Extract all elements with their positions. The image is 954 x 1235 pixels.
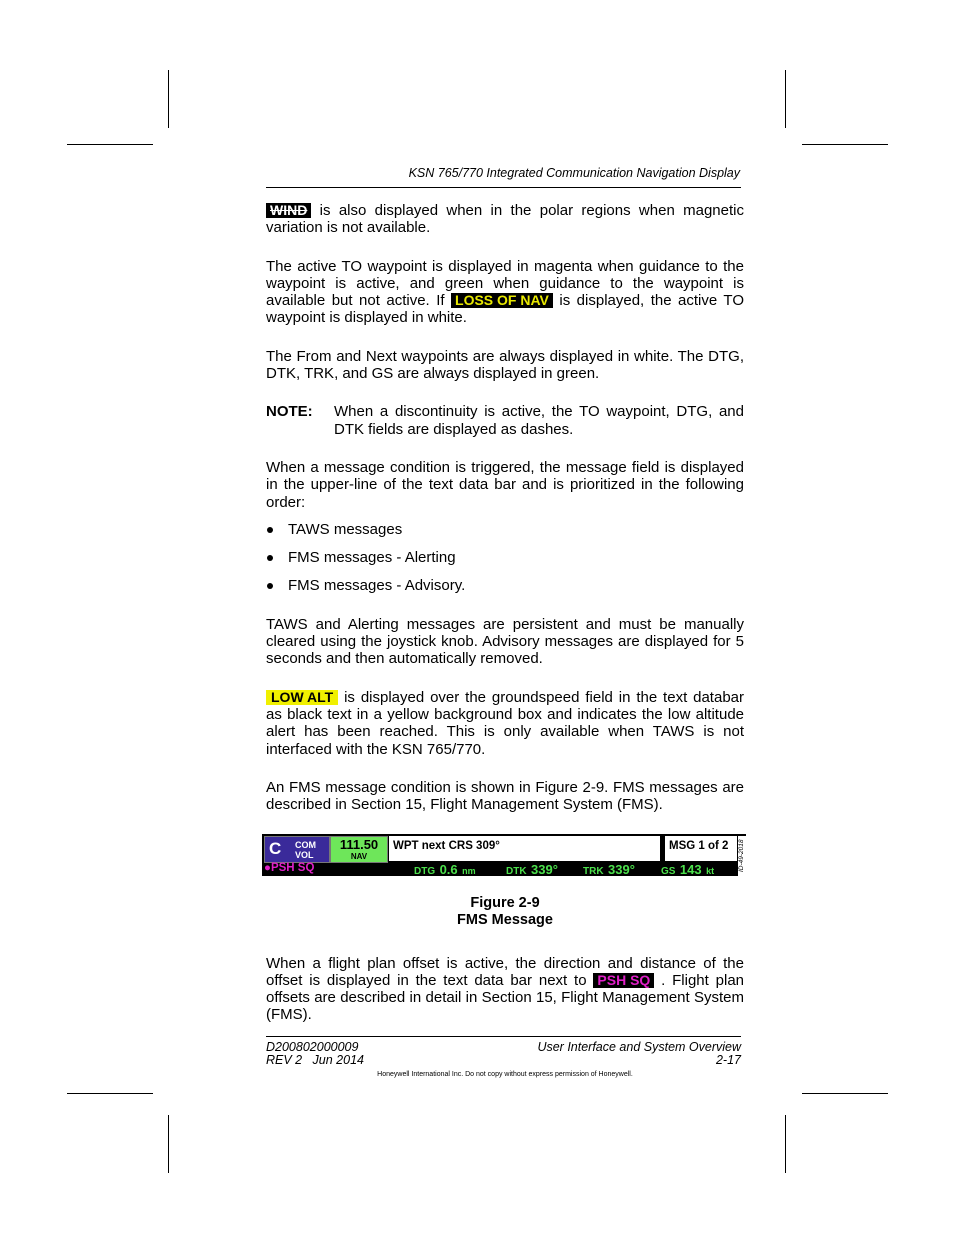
paragraph-offset [266, 955, 744, 1023]
paragraph-from-next: The From and Next waypoints are always displayed in white. The DTG, DTK, TRK, and GS are always displayed in green. [266, 347, 744, 383]
trk-field [583, 861, 635, 879]
note [266, 403, 744, 438]
dtk-field [506, 861, 558, 879]
nav-frequency [330, 836, 388, 863]
header-title: KSN 765/770 Integrated Communication Navigation Display [408, 166, 740, 180]
dtk-value: 339° [531, 862, 558, 877]
gs-field [661, 861, 714, 879]
dtk-label: DTK [506, 866, 527, 877]
frequency-label: NAV [350, 852, 368, 861]
message-field [663, 836, 737, 861]
frequency-value: 111.50 [339, 837, 379, 852]
trk-label: TRK [583, 866, 604, 877]
paragraph-to-waypoint [266, 258, 744, 327]
crop-mark [168, 1115, 169, 1173]
paragraph-wind [266, 202, 744, 237]
crop-mark [168, 70, 169, 128]
loss-of-nav-tag: LOSS OF NAV [451, 293, 553, 308]
paragraph-text: is displayed, the active TO waypoint is displayed in white. [266, 292, 744, 327]
gs-value: 143 [679, 862, 702, 877]
wind-tag: WIND [266, 203, 311, 218]
paragraph-text: is displayed over the groundspeed field in the text databar as black text in a yellow background box and indicates the low altitude alert has been reached. This is only available when TAWS is not interfaced with the KSN 765/770. [266, 688, 744, 758]
crop-mark [67, 144, 153, 145]
crop-mark [802, 144, 888, 145]
message-priority-list [266, 521, 744, 605]
footer-right [440, 1041, 741, 1067]
vol-label: VOL [295, 850, 314, 860]
rotate-arrow-icon: C [269, 839, 282, 858]
main-content [266, 202, 744, 814]
paragraph-text: is also displayed when in the polar regions when magnetic variation is not available. [266, 202, 744, 237]
copyright: Honeywell International Inc. Do not copy without express permission of Honeywell. [377, 1071, 633, 1078]
com-vol-label [295, 840, 316, 860]
revision: REV 2 Jun 2014 [266, 1053, 364, 1067]
footer-rule [266, 1036, 741, 1037]
page-number: 2-17 [715, 1053, 741, 1067]
footer-left [266, 1041, 364, 1067]
trk-value: 339° [608, 862, 635, 877]
figure-title: FMS Message [457, 912, 553, 928]
paragraph-text: . Flight plan offsets are described in detail in Section 15, Flight Management System (FMS). [266, 972, 745, 1023]
paragraph-message-condition: When a message condition is triggered, the message field is displayed in the upper-line of the text data bar and is prioritized in the following order: [266, 458, 744, 511]
list-item: TAWS messages [266, 521, 744, 549]
psh-sq-label: ●PSH SQ [264, 862, 315, 874]
crop-mark [785, 1115, 786, 1173]
psh-sq-tag: PSH SQ [593, 973, 654, 988]
paragraph-text: When a flight plan offset is active, the direction and distance of the offset is displayed in the text data bar next to [266, 955, 744, 989]
waypoint-course-text: WPT next CRS 309° [393, 840, 500, 852]
figure-caption [266, 895, 744, 929]
figure-id: ID-49-2018 [738, 836, 746, 876]
dtg-value: 0.6 [439, 862, 458, 877]
list-item: FMS messages - Alerting [266, 549, 744, 577]
paragraph-fms-message: An FMS message condition is shown in Figure 2-9. FMS messages are described in Section 15, Flight Management System (FMS). [266, 778, 744, 814]
message-count: MSG 1 of 2 [669, 840, 729, 852]
paragraph-taws-alerting: TAWS and Alerting messages are persistent and must be manually cleared using the joystick knob. Advisory messages are displayed for 5 seconds and then automatically removed. [266, 615, 744, 668]
crop-mark [802, 1093, 888, 1094]
dtg-label: DTG [414, 866, 436, 877]
dtg-unit: nm [462, 866, 476, 876]
note-text: When a discontinuity is active, the TO waypoint, DTG, and DTK fields are displayed as dashes. [334, 403, 744, 438]
figure-number: Figure 2-9 [470, 895, 540, 911]
doc-number: D200802000009 [266, 1040, 359, 1054]
paragraph-text: The active TO waypoint is displayed in magenta when guidance to the waypoint is active, and green when guidance to the waypoint is available but not active. If [266, 257, 744, 310]
com-vol-button [264, 836, 330, 863]
note-label: NOTE: [266, 403, 313, 421]
dtg-field [414, 861, 476, 879]
crop-mark [67, 1093, 153, 1094]
crop-mark [785, 70, 786, 128]
gs-unit: kt [706, 866, 715, 876]
paragraph-low-alt [266, 689, 744, 758]
com-label: COM [295, 840, 316, 850]
fms-message-figure [262, 834, 746, 876]
section-title: User Interface and System Overview [537, 1040, 741, 1054]
header-rule [266, 187, 741, 188]
list-item: FMS messages - Advisory. [266, 577, 744, 605]
text-data-bar-upper [389, 836, 660, 861]
gs-label: GS [661, 866, 676, 877]
low-alt-tag: LOW ALT [266, 690, 338, 705]
